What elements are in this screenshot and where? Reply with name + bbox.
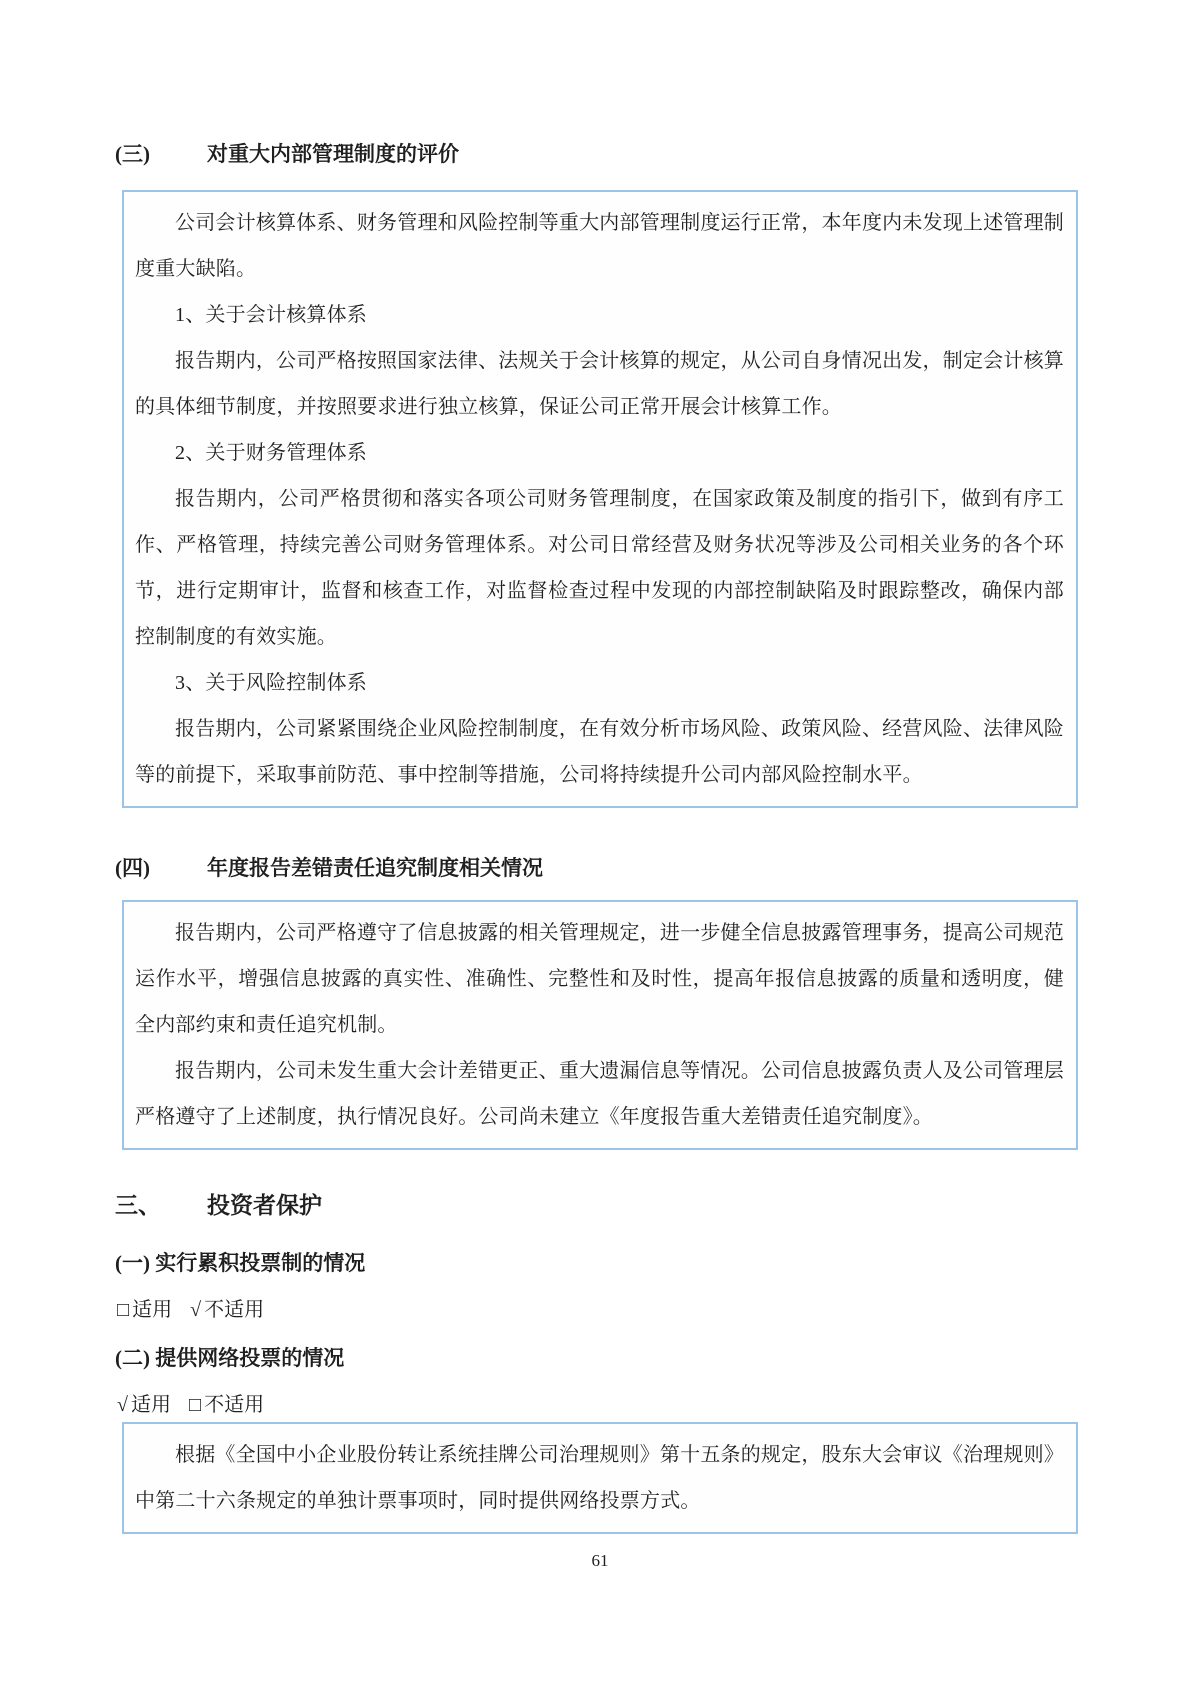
section-title: 年度报告差错责任追究制度相关情况 bbox=[207, 856, 543, 880]
box-paragraph: 根据《全国中小企业股份转让系统挂牌公司治理规则》第十五条的规定，股东大会审议《治理规则》中第二十六条规定的单独计票事项时，同时提供网络投票方式。 bbox=[135, 1444, 1064, 1512]
option-checked-group bbox=[117, 1392, 171, 1418]
box-paragraph: 3、关于风险控制体系 bbox=[175, 672, 367, 694]
option-checked-group bbox=[190, 1297, 264, 1323]
option-not-applicable-group bbox=[117, 1297, 172, 1323]
box-paragraph: 1、关于会计核算体系 bbox=[175, 304, 367, 326]
chapter-title: 投资者保护 bbox=[207, 1193, 322, 1218]
option-not-applicable-group bbox=[189, 1392, 264, 1418]
checkbox-unchecked-icon: □ bbox=[117, 1299, 130, 1321]
box-paragraph: 公司会计核算体系、财务管理和风险控制等重大内部管理制度运行正常，本年度内未发现上述管理制度重大缺陷。 bbox=[135, 212, 1064, 280]
box-paragraph: 报告期内，公司严格遵守了信息披露的相关管理规定，进一步健全信息披露管理事务，提高公司规范运作水平，增强信息披露的真实性、准确性、完整性和及时性，提高年报信息披露的质量和透明度，健全内部约束和责任追究机制。 bbox=[135, 922, 1064, 1036]
section-heading-error-accountability bbox=[115, 855, 543, 881]
page-number: 61 bbox=[591, 1551, 609, 1570]
error-accountability-text-box bbox=[122, 900, 1078, 1150]
internal-control-text-box bbox=[122, 190, 1078, 808]
option-label: 不适用 bbox=[204, 1299, 265, 1321]
section-title: 对重大内部管理制度的评价 bbox=[207, 142, 459, 166]
cumulative-voting-applicability bbox=[117, 1297, 282, 1323]
check-mark-icon: √ bbox=[190, 1299, 202, 1321]
box-paragraph: 报告期内，公司未发生重大会计差错更正、重大遗漏信息等情况。公司信息披露负责人及公司管理层严格遵守了上述制度，执行情况良好。公司尚未建立《年度报告重大差错责任追究制度》。 bbox=[135, 1060, 1064, 1128]
section-heading-internal-control bbox=[115, 141, 459, 167]
chapter-number: 三、 bbox=[115, 1193, 161, 1218]
checkbox-unchecked-icon: □ bbox=[188, 1394, 202, 1416]
section-number: (四) bbox=[115, 856, 150, 880]
online-voting-text-box bbox=[122, 1422, 1078, 1534]
chapter-heading-investor-protection bbox=[115, 1192, 322, 1220]
box-paragraph: 报告期内，公司紧紧围绕企业风险控制制度，在有效分析市场风险、政策风险、经营风险、法律风险等的前提下，采取事前防范、事中控制等措施，公司将持续提升公司内部风险控制水平。 bbox=[135, 718, 1064, 786]
subheading-cumulative-voting: (一) 实行累积投票制的情况 bbox=[115, 1251, 366, 1275]
box-paragraph: 2、关于财务管理体系 bbox=[175, 442, 367, 464]
box-paragraph: 报告期内，公司严格贯彻和落实各项公司财务管理制度，在国家政策及制度的指引下，做到有序工作、严格管理，持续完善公司财务管理体系。对公司日常经营及财务状况等涉及公司相关业务的各个环节，进行定期审计，监督和核查工作，对监督检查过程中发现的内部控制缺陷及时跟踪整改，确保内部控制制度的有效实施。 bbox=[135, 488, 1064, 648]
box-paragraph: 报告期内，公司严格按照国家法律、法规关于会计核算的规定，从公司自身情况出发，制定会计核算的具体细节制度，并按照要求进行独立核算，保证公司正常开展会计核算工作。 bbox=[135, 350, 1064, 418]
option-label: 适用 bbox=[130, 1394, 171, 1416]
section-number: (三) bbox=[115, 142, 150, 166]
online-voting-applicability bbox=[117, 1392, 282, 1418]
check-mark-icon: √ bbox=[117, 1394, 128, 1416]
subheading-online-voting: (二) 提供网络投票的情况 bbox=[115, 1346, 345, 1370]
option-label: 不适用 bbox=[204, 1394, 265, 1416]
option-label: 适用 bbox=[132, 1299, 173, 1321]
